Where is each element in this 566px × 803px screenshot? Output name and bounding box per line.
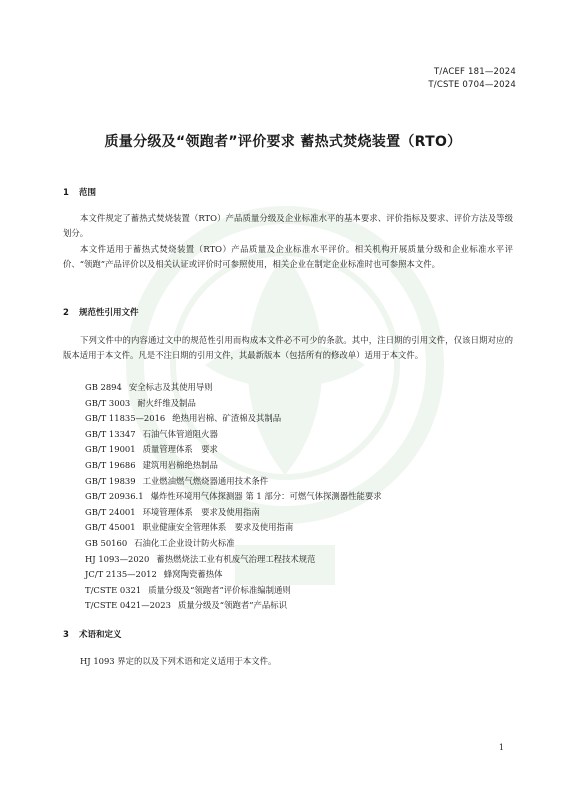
reference-code: GB 2894 [85,382,122,392]
reference-item [85,442,382,458]
reference-title: 石油气体管道阻火器 [142,428,218,439]
section-2-intro: 下列文件中的内容通过文中的规范性引用而构成本文件必不可少的条款。其中，注日期的引用文件，仅该日期对应的版本适用于本文件。凡是不注日期的引用文件，其最新版本（包括所有的修改单）适用于本文件。 [63,335,513,360]
reference-item [85,474,382,490]
standard-codes [428,66,516,91]
reference-item [85,567,382,583]
reference-code: GB/T 24001 [85,506,136,517]
reference-title: 石油化工企业设计防火标准 [134,537,235,548]
section-1-paragraph-1: 本文件规定了蓄热式焚烧装置（RTO）产品质量分级及企业标准水平的基本要求、评价指标及要求、评价方法及等级划分。 [63,213,513,238]
reference-item [85,536,382,552]
reference-code: GB/T 19001 [85,444,136,455]
reference-code: GB/T 3003 [85,397,131,408]
reference-item [85,583,382,599]
document-title: 质量分级及“领跑者”评价要求 蓄热式焚烧装置（RTO） [104,134,462,150]
section-title: 术语和定义 [79,630,122,640]
reference-code: GB/T 45001 [85,522,136,533]
page-number: 1 [498,743,504,752]
reference-item [85,552,382,568]
standard-code-acef: T/ACEF 181—2024 [434,67,516,77]
reference-title: 职业健康安全管理体系 要求及使用指南 [142,522,294,533]
section-number: 2 [63,308,69,318]
section-1-paragraph-2: 本文件适用于蓄热式焚烧装置（RTO）产品质量及企业标准水平评价。相关机构开展质量分级和企业标准水平评价、“领跑”产品评价以及相关认证或评价时可参照使用，相关企业在制定企业标准时也可参照本文件。 [63,244,513,269]
reference-code: GB 50160 [85,537,128,548]
reference-title: 质量管理体系 要求 [142,444,218,455]
reference-code: HJ 1093—2020 [85,553,150,564]
reference-item [85,489,382,505]
section-number: 1 [63,188,69,198]
reference-item [85,505,382,521]
reference-title: 质量分级及“领跑者”产品标识 [177,600,287,611]
reference-code: GB/T 19839 [85,475,136,486]
reference-title: 爆炸性环境用气体探测器 第 1 部分：可燃气体探测器性能要求 [150,491,382,502]
reference-title: 绝热用岩棉、矿渣棉及其制品 [172,413,282,424]
section-1-heading [63,186,96,198]
section-3-heading [63,628,122,640]
reference-title: 工业燃油燃气燃烧器通用技术条件 [142,475,269,486]
reference-title: 蜂窝陶瓷蓄热体 [163,569,223,580]
reference-item [85,380,382,396]
section-title: 范围 [79,188,97,198]
reference-list [85,380,382,614]
reference-code: GB/T 13347 [85,428,136,439]
reference-item [85,520,382,536]
section-title: 规范性引用文件 [79,308,139,318]
reference-code: T/CSTE 0421—2023 [85,600,171,611]
reference-code: GB/T 11835—2016 [85,413,166,424]
reference-code: T/CSTE 0321 [85,584,142,595]
standard-code-cste: T/CSTE 0704—2024 [428,79,516,90]
reference-code: GB/T 19686 [85,459,136,470]
reference-item [85,598,382,614]
reference-item [85,458,382,474]
reference-title: 环境管理体系 要求及使用指南 [142,506,260,517]
reference-title: 建筑用岩棉绝热制品 [142,459,218,470]
reference-title: 安全标志及其使用导则 [128,382,213,392]
reference-item [85,396,382,412]
section-2-heading [63,306,139,318]
reference-item [85,427,382,443]
reference-item [85,411,382,427]
reference-title: 耐火纤维及制品 [137,397,196,408]
reference-code: GB/T 20936.1 [85,491,144,502]
section-number: 3 [63,630,69,640]
section-3-paragraph-1: HJ 1093 界定的以及下列术语和定义适用于本文件。 [80,656,277,666]
reference-title: 质量分级及“领跑者”评价标准编制通则 [148,584,291,595]
reference-title: 蓄热燃烧法工业有机废气治理工程技术规范 [156,553,316,564]
reference-code: JC/T 2135—2012 [85,569,157,580]
